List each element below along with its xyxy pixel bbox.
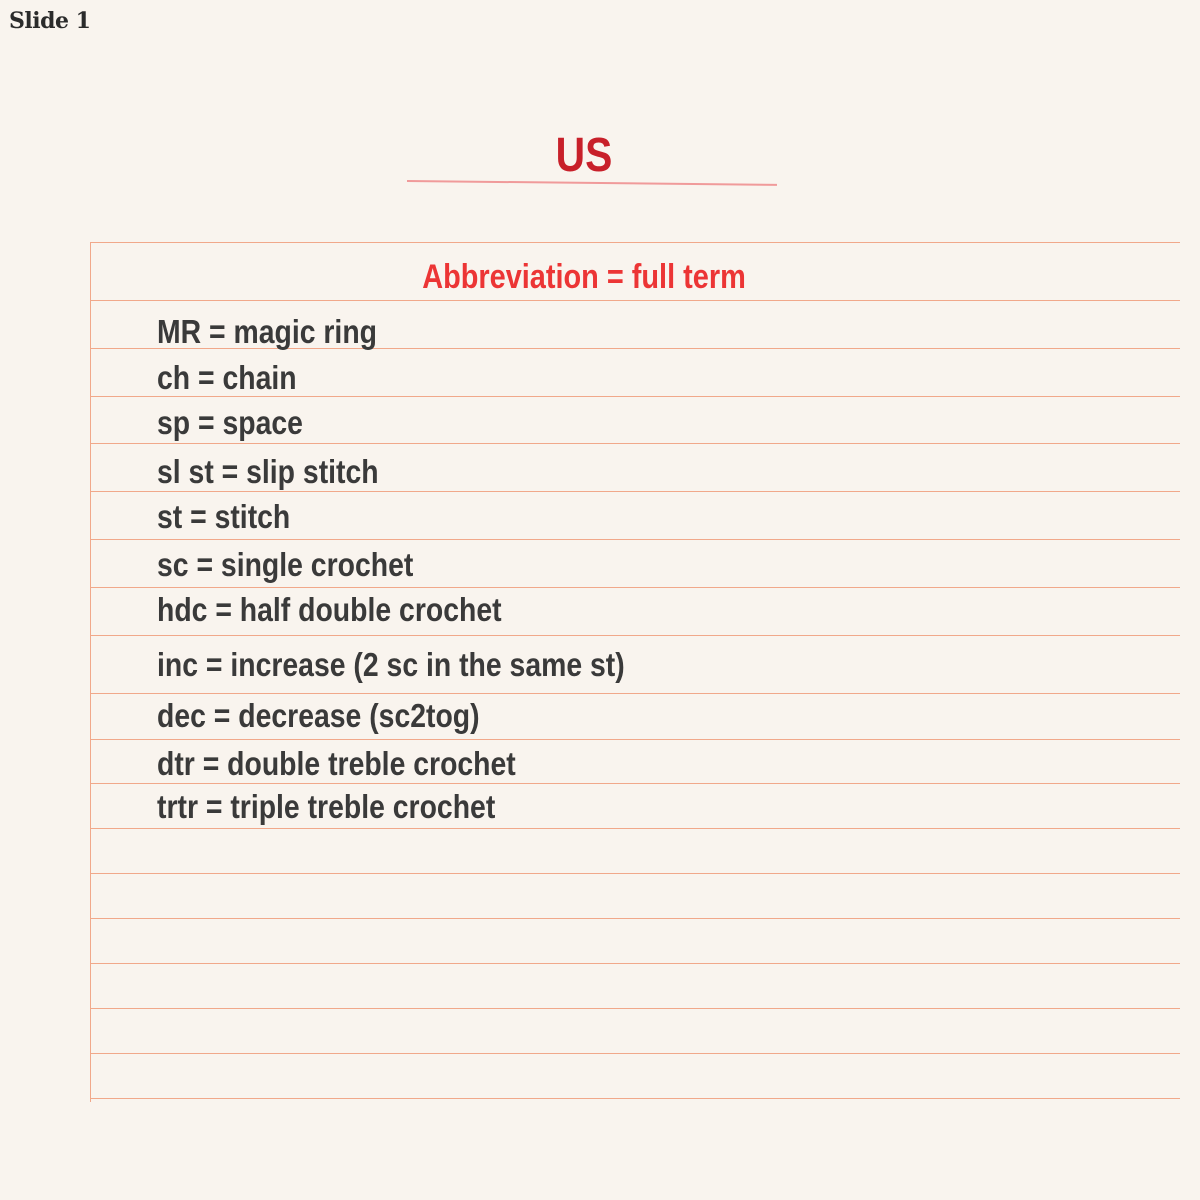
rule-line (90, 300, 1180, 301)
abbreviation-sheet (90, 242, 1180, 1102)
rule-line (90, 539, 1180, 540)
table-header: Abbreviation = full term (422, 258, 746, 296)
rule-line (90, 739, 1180, 740)
list-item: dec = decrease (sc2tog) (157, 697, 480, 734)
rule-line (90, 587, 1180, 588)
rule-line (90, 783, 1180, 784)
list-item: sc = single crochet (157, 546, 414, 583)
rule-line (90, 491, 1180, 492)
list-item: sp = space (157, 404, 303, 441)
page-title: US (555, 129, 613, 182)
list-item: ch = chain (157, 359, 297, 396)
rule-line (90, 1053, 1180, 1054)
list-item: inc = increase (2 sc in the same st) (157, 646, 625, 683)
margin-line (90, 242, 91, 1102)
rule-line (90, 1008, 1180, 1009)
rule-line (90, 873, 1180, 874)
slide-label: Slide 1 (9, 8, 91, 34)
rule-line (90, 918, 1180, 919)
rule-line (90, 1098, 1180, 1099)
rule-line (90, 963, 1180, 964)
rule-line (90, 443, 1180, 444)
list-item: sl st = slip stitch (157, 453, 379, 490)
list-item: dtr = double treble crochet (157, 745, 516, 782)
list-item: hdc = half double crochet (157, 591, 502, 628)
rule-line (90, 693, 1180, 694)
rule-line (90, 242, 1180, 243)
list-item: st = stitch (157, 498, 291, 535)
rule-line (90, 635, 1180, 636)
list-item: MR = magic ring (157, 313, 377, 350)
list-item: trtr = triple treble crochet (157, 788, 496, 825)
rule-line (90, 828, 1180, 829)
